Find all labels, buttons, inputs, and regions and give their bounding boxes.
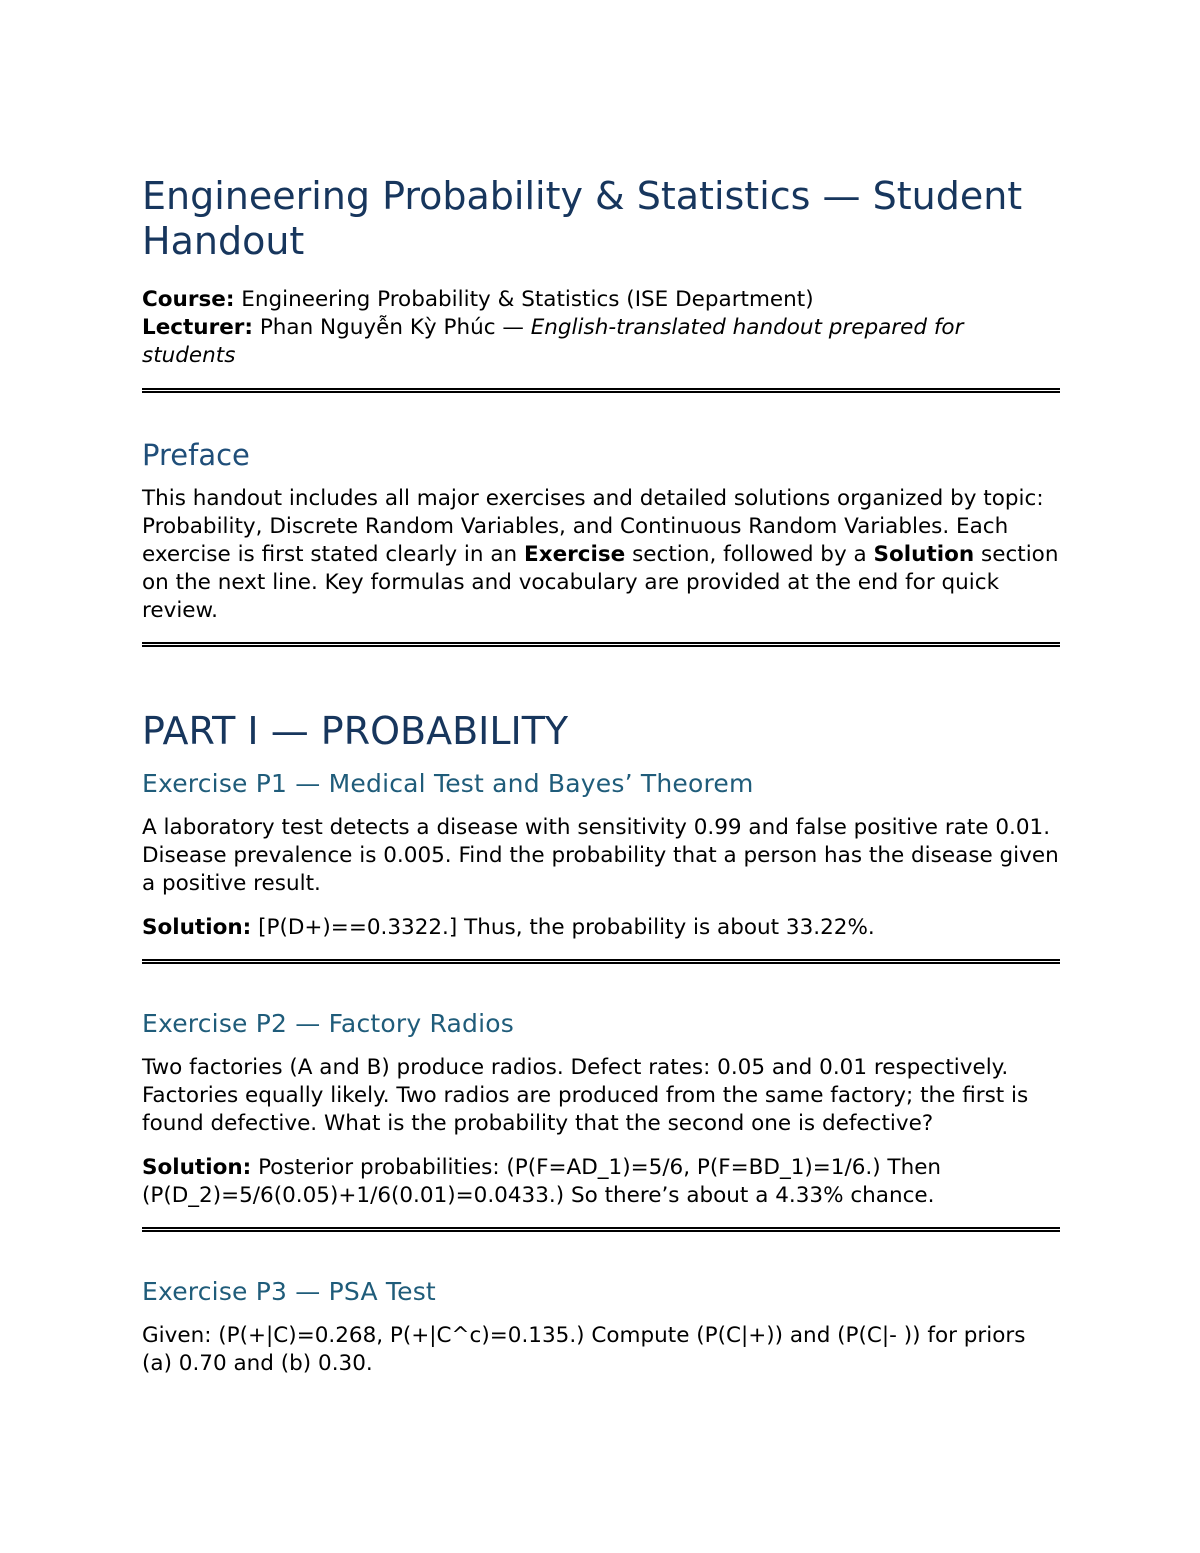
preface-text-part: This handout includes all major exercises and detailed solutions organized by topic: Probability, Discrete Random Variables, and Continuous Random Variables. Each exercise is first stated clearly in an (142, 486, 1044, 567)
solution-label: Solution: (142, 915, 252, 940)
preface-heading: Preface (142, 438, 250, 472)
exercise-solution (142, 1154, 1060, 1210)
part-heading: PART I — PROBABILITY (142, 709, 569, 753)
exercise-statement: Two factories (A and B) produce radios. Defect rates: 0.05 and 0.01 respectively. Factories equally likely. Two radios are produced from the same factory; the first is found defective. What is the probability that the second one is defective? (142, 1055, 1029, 1136)
course-label: Course: (142, 287, 235, 312)
section-divider (142, 1227, 1060, 1232)
handout-page (142, 174, 1060, 1378)
solution-text: [P(D+)==0.3322.] Thus, the probability is about 33.22%. (251, 915, 875, 940)
preface-text (142, 485, 1060, 625)
lecturer-line (142, 314, 1060, 370)
lecturer-value: Phan Nguyễn Kỳ Phúc — (253, 315, 531, 340)
exercise-solution (142, 914, 1060, 942)
preface-bold-solution: Solution (873, 542, 975, 567)
section-divider (142, 642, 1060, 647)
lecturer-note: English-translated handout prepared for students (142, 315, 964, 368)
solution-text: Posterior probabilities: (P(F=AD_1)=5/6, P(F=BD_1)=1/6.) Then (P(D_2)=5/6(0.05)+1/6(0.01)=0.0433.) So there’s about a 4.33% chance. (142, 1155, 942, 1208)
solution-label: Solution: (142, 1155, 252, 1180)
exercise-heading: Exercise P3 — PSA Test (142, 1277, 436, 1306)
exercise-heading: Exercise P1 — Medical Test and Bayes’ Theorem (142, 769, 754, 798)
exercise-heading: Exercise P2 — Factory Radios (142, 1009, 514, 1038)
lecturer-label: Lecturer: (142, 315, 253, 340)
exercise-statement: A laboratory test detects a disease with sensitivity 0.99 and false positive rate 0.01. Disease prevalence is 0.005. Find the probability that a person has the disease given a positive result. (142, 815, 1059, 896)
section-divider (142, 959, 1060, 964)
course-value: Engineering Probability & Statistics (ISE Department) (234, 287, 814, 312)
course-line (142, 286, 1060, 314)
preface-text-part: section, followed by a (625, 542, 874, 567)
preface-bold-exercise: Exercise (524, 542, 626, 567)
preface-text-part: section on the next line. Key formulas and vocabulary are provided at the end for quick review. (142, 542, 1059, 623)
exercise-statement: Given: (P(+|C)=0.268, P(+|C^c)=0.135.) Compute (P(C|+)) and (P(C|- )) for priors (a) 0.70 and (b) 0.30. (142, 1323, 1026, 1376)
document-title: Engineering Probability & Statistics — Student Handout (142, 174, 1023, 263)
section-divider (142, 388, 1060, 393)
